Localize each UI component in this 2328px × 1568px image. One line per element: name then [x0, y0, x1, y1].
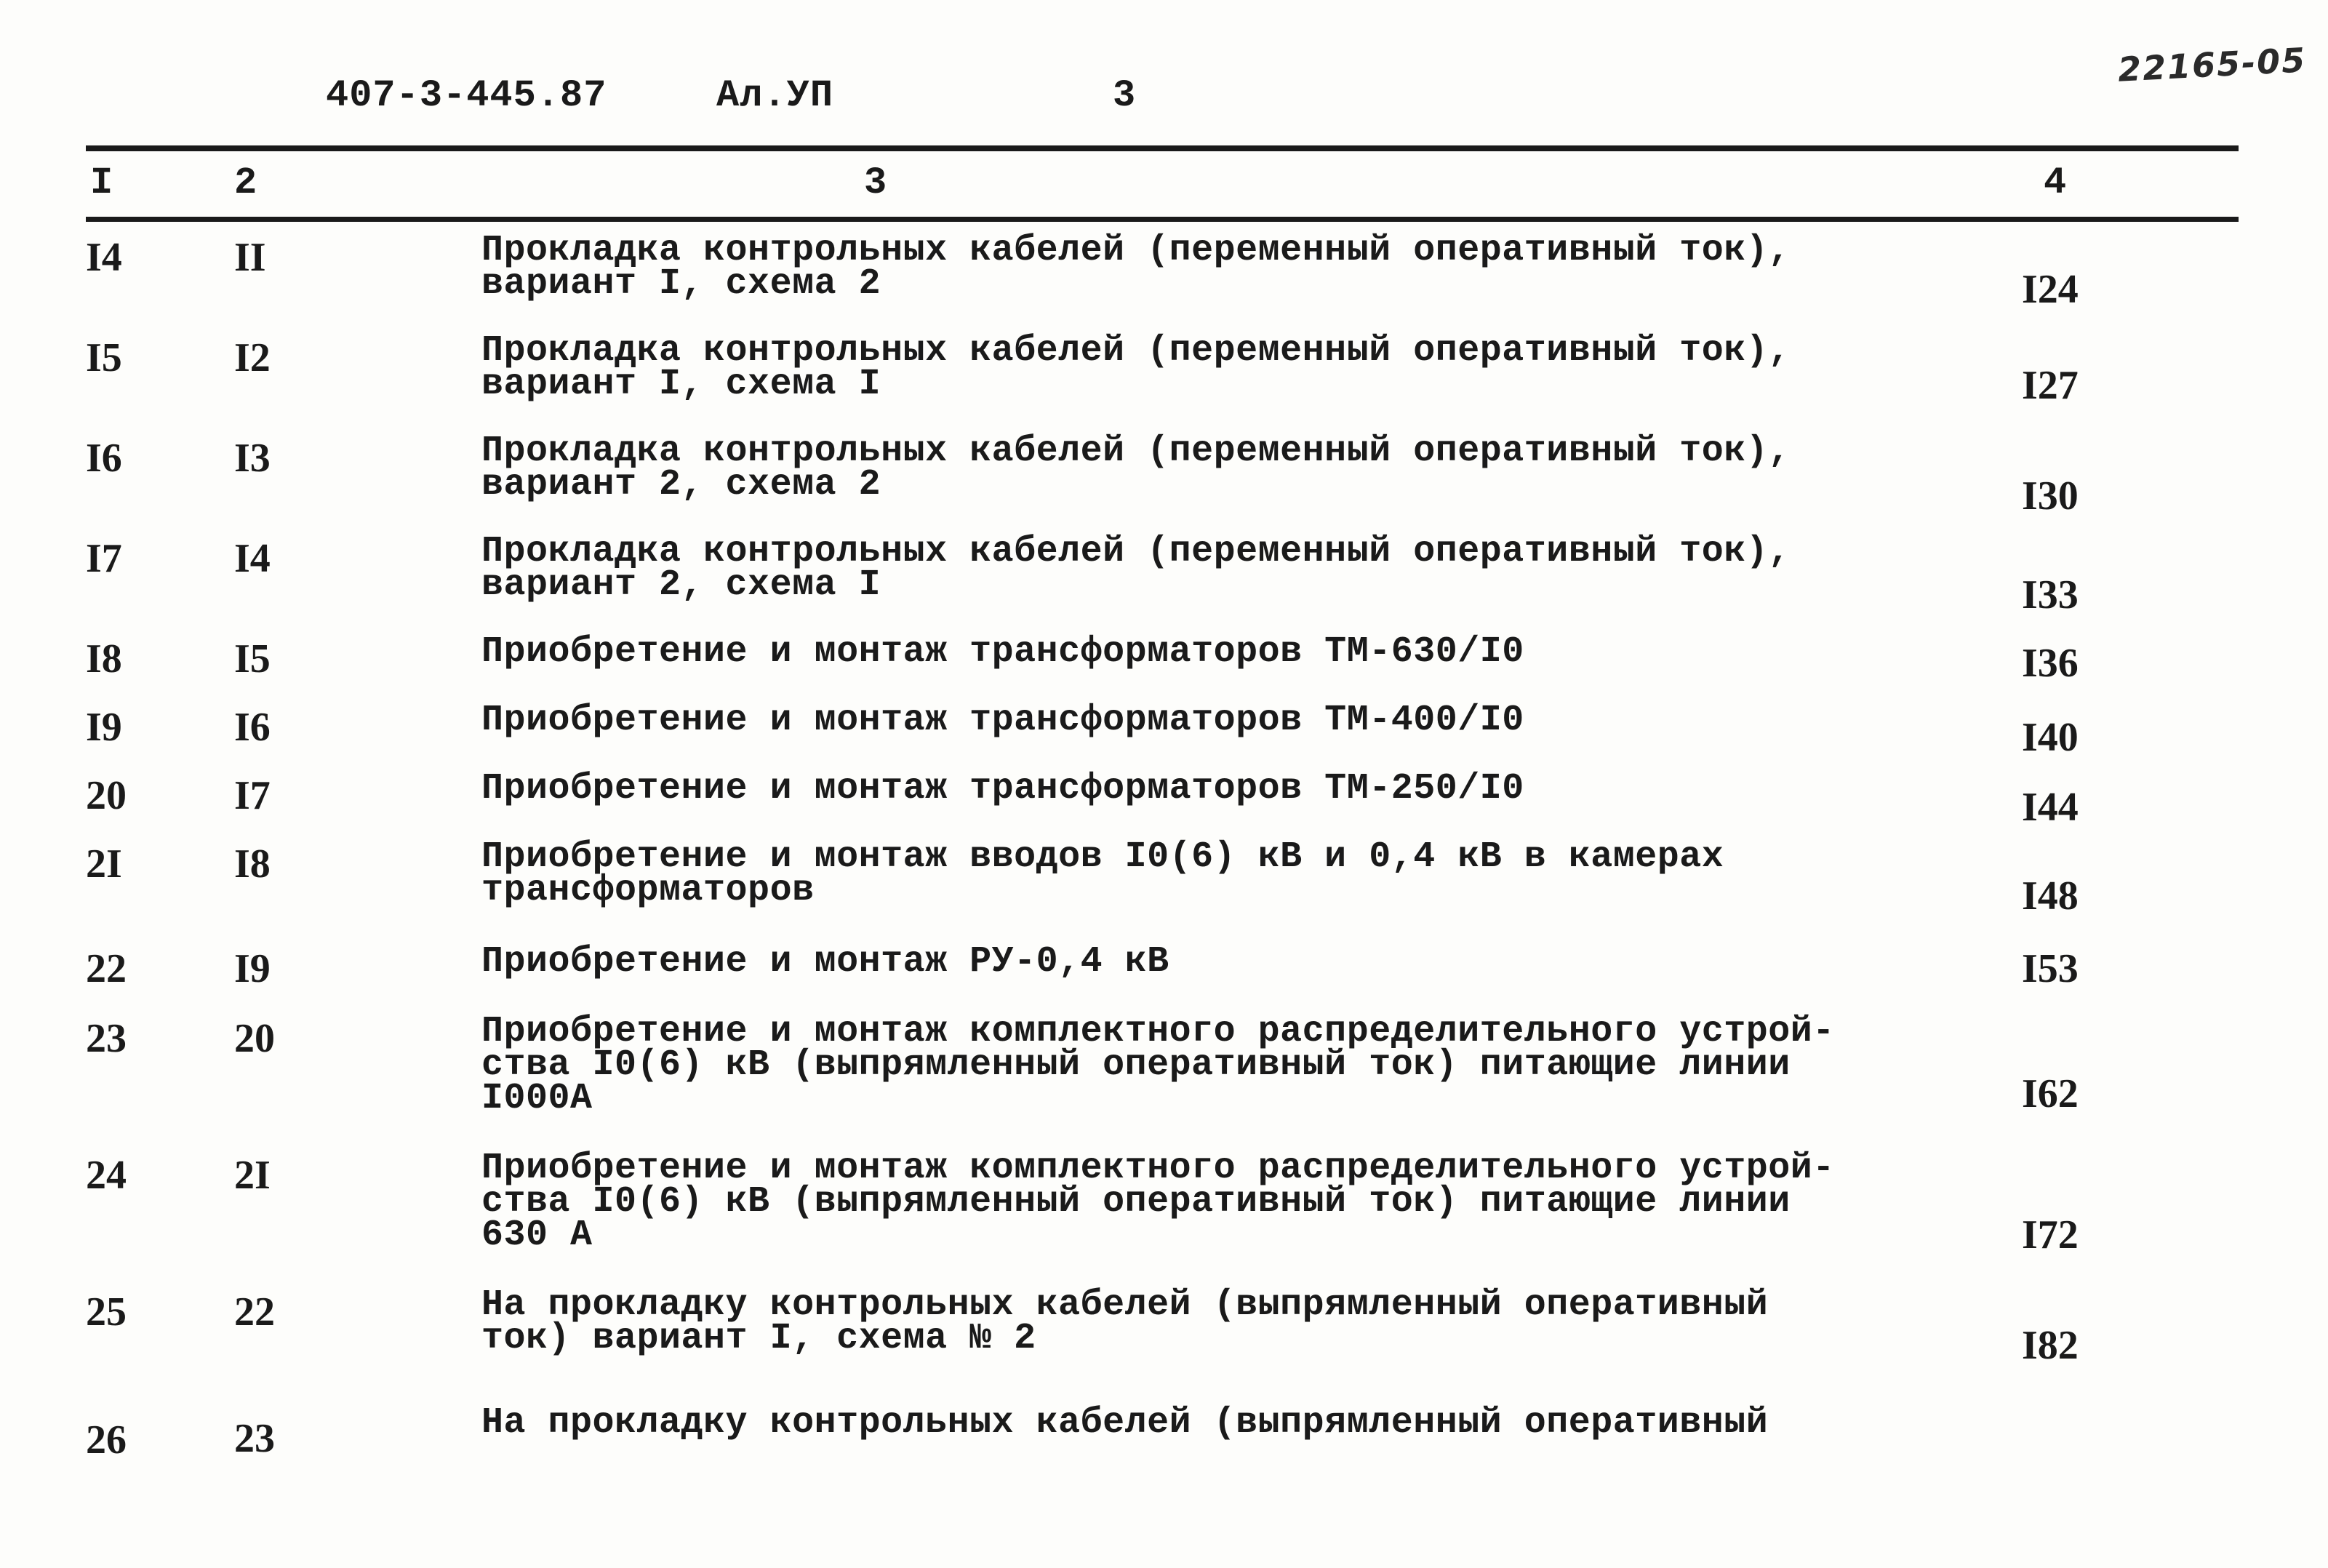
row-description: Прокладка контрольных кабелей (переменный оперативный ток), вариант 2, схема 2: [481, 431, 1791, 505]
row-description: Приобретение и монтаж вводов I0(6) кВ и 0,4 кВ в камерах трансформаторов: [481, 836, 1724, 911]
row-number: 25: [86, 1289, 127, 1335]
section-number: 22: [234, 1289, 275, 1335]
row-number: 22: [86, 946, 127, 991]
row-description: Приобретение и монтаж комплектного распределительного устрой- ства I0(6) кВ (выпрямленный оперативный ток) питающие линии 630 А: [481, 1148, 1835, 1256]
column-header-2: 2: [234, 161, 257, 204]
section-number: I2: [234, 335, 271, 380]
doc-code: 407-3-445.87: [326, 74, 607, 117]
page-ref: I53: [2022, 946, 2079, 991]
table-top-rule: [86, 145, 2239, 151]
row-description: Прокладка контрольных кабелей (переменный оперативный ток), вариант I, схема I: [481, 330, 1791, 405]
row-description: Приобретение и монтаж комплектного распределительного устрой- ства I0(6) кВ (выпрямленный оперативный ток) питающие линии I000А: [481, 1011, 1835, 1119]
page-ref: I33: [2022, 572, 2079, 617]
page-ref: I40: [2022, 715, 2079, 760]
page-ref: I44: [2022, 785, 2079, 830]
page-ref: I30: [2022, 473, 2079, 519]
row-number: 2I: [86, 841, 122, 887]
section-number: I8: [234, 841, 271, 887]
row-number: I5: [86, 335, 122, 380]
row-description: Прокладка контрольных кабелей (переменный оперативный ток), вариант 2, схема I: [481, 531, 1791, 606]
row-number: I6: [86, 436, 122, 481]
row-number: 26: [86, 1417, 127, 1463]
section-number: I6: [234, 705, 271, 750]
archive-number: 22165-05: [2116, 40, 2308, 89]
column-header-1: I: [90, 161, 113, 204]
row-number: I9: [86, 705, 122, 750]
table-header-rule: [86, 217, 2239, 222]
page-ref: I72: [2022, 1212, 2079, 1257]
column-header-4: 4: [2044, 161, 2067, 204]
section-number: I3: [234, 436, 271, 481]
column-header-3: 3: [864, 161, 887, 204]
row-description: Приобретение и монтаж трансформаторов ТМ-400/I0: [481, 700, 1524, 741]
row-number: I4: [86, 235, 122, 280]
row-description: Приобретение и монтаж РУ-0,4 кВ: [481, 941, 1169, 983]
section-number: I9: [234, 946, 271, 991]
page-ref: I24: [2022, 267, 2079, 312]
section-number: I4: [234, 536, 271, 581]
row-number: 23: [86, 1016, 127, 1061]
row-number: I7: [86, 536, 122, 581]
section-number: I5: [234, 636, 271, 681]
album-number: Ал.УП: [716, 74, 834, 117]
row-number: I8: [86, 636, 122, 681]
section-number: 23: [234, 1416, 275, 1461]
section-number: I7: [234, 773, 271, 818]
page-ref: I27: [2022, 363, 2079, 408]
row-number: 20: [86, 773, 127, 818]
row-description: Прокладка контрольных кабелей (переменный оперативный ток), вариант I, схема 2: [481, 230, 1791, 305]
page-ref: I36: [2022, 641, 2079, 686]
row-description: Приобретение и монтаж трансформаторов ТМ-250/I0: [481, 768, 1524, 809]
section-number: II: [234, 235, 266, 280]
section-number: 20: [234, 1016, 275, 1061]
row-description: На прокладку контрольных кабелей (выпрямленный оперативный ток) вариант I, схема № 2: [481, 1284, 1769, 1359]
row-description: Приобретение и монтаж трансформаторов ТМ-630/I0: [481, 631, 1524, 673]
page-ref: I62: [2022, 1071, 2079, 1116]
row-description: На прокладку контрольных кабелей (выпрямленный оперативный: [481, 1402, 1769, 1444]
row-number: 24: [86, 1153, 127, 1198]
page-ref: I48: [2022, 873, 2079, 919]
section-number: 2I: [234, 1153, 271, 1198]
page-ref: I82: [2022, 1323, 2079, 1368]
page-number: 3: [1113, 74, 1137, 117]
